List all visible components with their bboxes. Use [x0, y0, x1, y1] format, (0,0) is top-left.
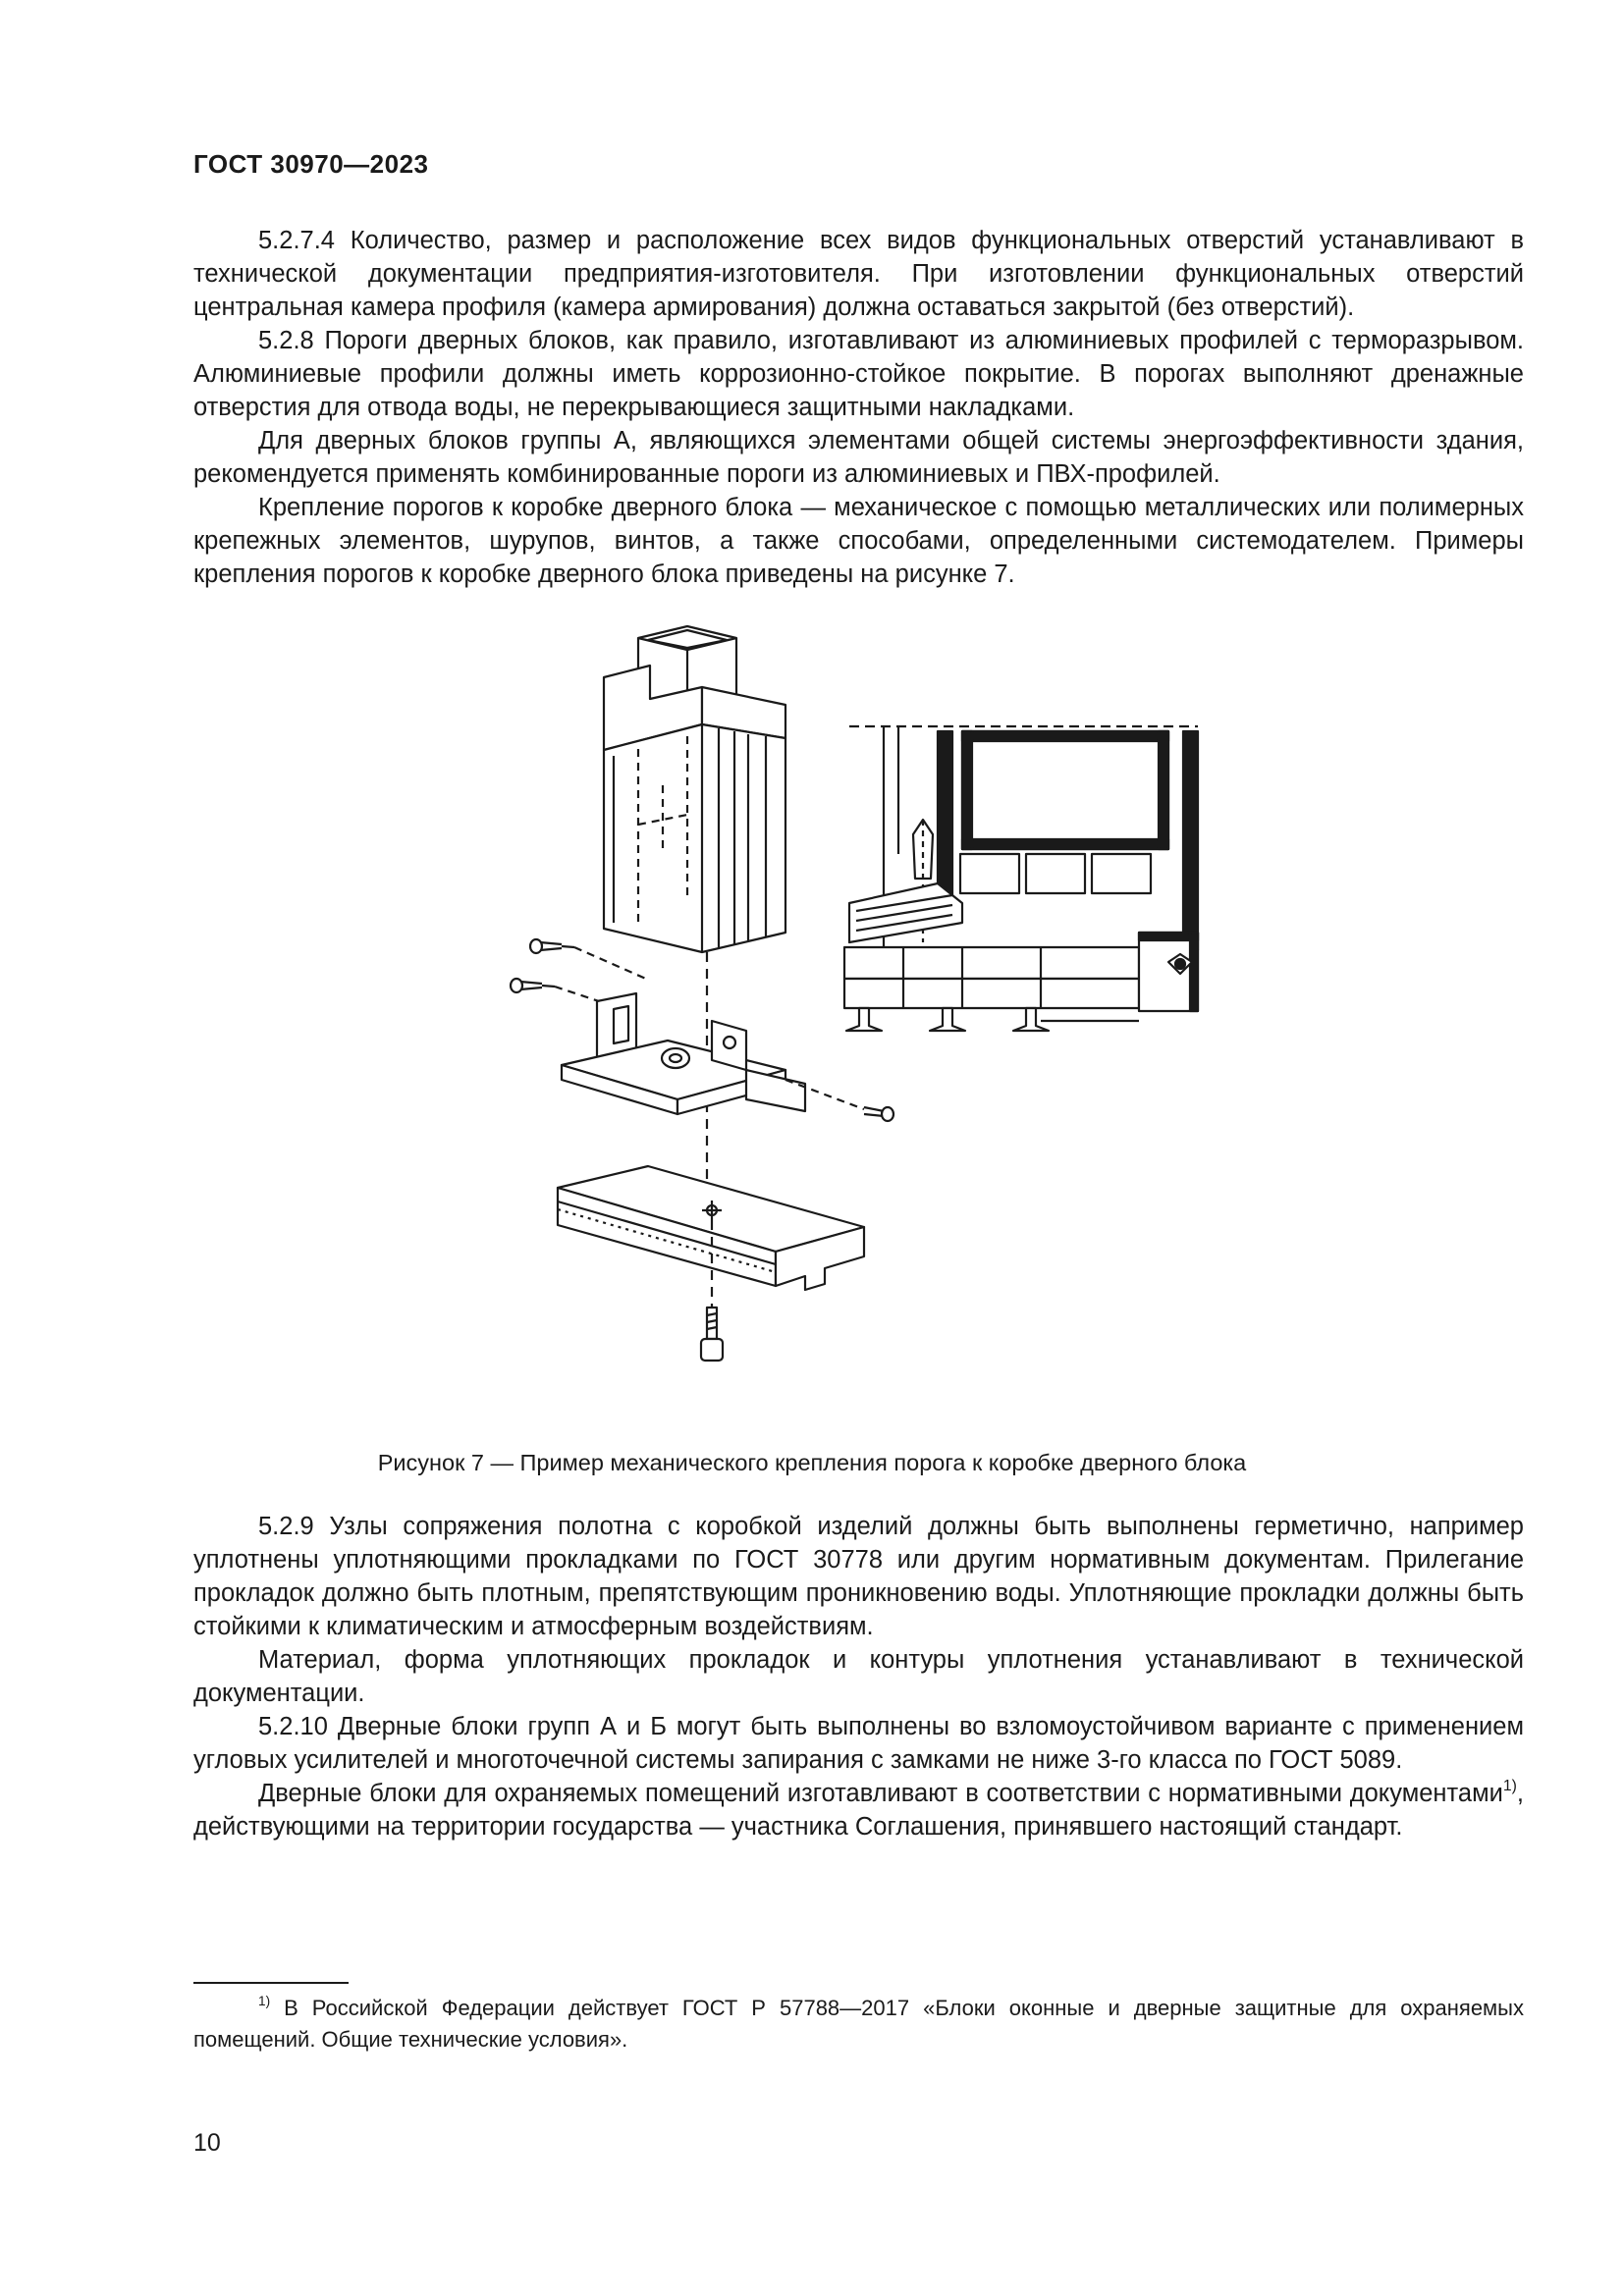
frame-profile [604, 666, 785, 952]
paragraph-5-2-9: 5.2.9 Узлы сопряжения полотна с коробкой изделий должны быть выполнены герметично, например уплотнены уплотняющими прокладками по ГОСТ 30778 или другим нормативным документам. Прилегание прокладок должно быть плотным, препятствующим проникновению воды. Уплотняющие прокладки должны быть стойкими к климатическим и атмосферным воздействиям. [193, 1513, 1524, 1640]
figure-7-threshold-fastening-drawing [491, 609, 1532, 1433]
screw-upper-left [530, 939, 648, 980]
footnote-reference-marker[interactable]: 1) [1502, 1777, 1517, 1794]
footnote-separator-line [193, 1982, 349, 1984]
paragraph-5-2-7-4: 5.2.7.4 Количество, размер и расположение всех видов функциональных отверстий устанавливают в технической документации предприятия-изготовителя. При изготовлении функциональных отверстий центральная камера профиля (камера армирования) должна оставаться закрытой (без отверстий). [193, 227, 1524, 321]
paragraph-protected-premises [193, 1777, 1524, 1843]
footnote [193, 1993, 1524, 2056]
paragraph-seal-material: Материал, форма уплотняющих прокладок и контуры уплотнения устанавливают в технической документации. [193, 1646, 1524, 1707]
paragraph-threshold-fastening: Крепление порогов к коробке дверного блока — механическое с помощью металлических или полимерных крепежных элементов, шурупов, винтов, а также способами, определенными системодателем. Примеры крепления порогов к коробке дверного блока приведены на рисунке 7. [193, 494, 1524, 588]
text-block-top [193, 224, 1524, 591]
figure-7-caption: Рисунок 7 — Пример механического крепления порога к коробке дверного блока [377, 1450, 1247, 1475]
exploded-assembly-view [511, 626, 893, 1361]
text-block-bottom [193, 1510, 1524, 1843]
document-code-header: ГОСТ 30970—2023 [193, 149, 429, 179]
footnote-marker: 1) [258, 1994, 271, 2009]
paragraph-5-2-8: 5.2.8 Пороги дверных блоков, как правило, изготавливают из алюминиевых профилей с терморазрывом. Алюминиевые профили должны иметь коррозионно-стойкое покрытие. В порогах выполняют дренажные отверстия для отвода воды, не перекрывающиеся защитными накладками. [193, 327, 1524, 421]
paragraph-protected-premises-text-end: , действующими на территории государства — участника Соглашения, принявшего настоящий стандарт. [193, 1780, 1524, 1841]
screw-upper-right [511, 979, 599, 1001]
page-number: 10 [193, 2129, 221, 2157]
connector-bracket [562, 993, 805, 1114]
footnote-text: В Российской Федерации действует ГОСТ Р 57788—2017 «Блоки оконные и дверные защитные для охраняемых помещений. Общие технические условия». [193, 1996, 1524, 2052]
paragraph-protected-premises-text-start: Дверные блоки для охраняемых помещений изготавливают в соответствии с нормативными документами [258, 1780, 1503, 1807]
paragraph-5-2-10: 5.2.10 Дверные блоки групп А и Б могут быть выполнены во взломоустойчивом варианте с применением угловых усилителей и многоточечной системы запирания с замками не ниже 3-го класса по ГОСТ 5089. [193, 1713, 1524, 1774]
cross-section-view [844, 726, 1198, 1031]
paragraph-group-a-thresholds: Для дверных блоков группы А, являющихся элементами общей системы энергоэффективности здания, рекомендуется применять комбинированные пороги из алюминиевых и ПВХ-профилей. [193, 427, 1524, 488]
